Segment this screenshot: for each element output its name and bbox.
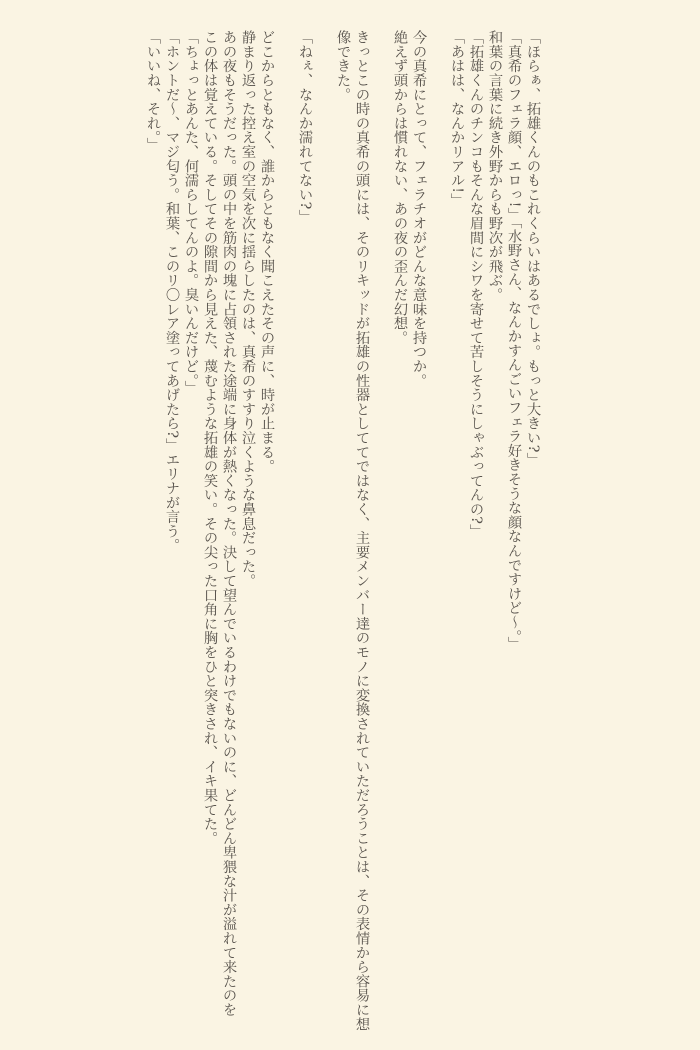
blank-column (371, 30, 390, 1038)
blank-column (428, 30, 447, 1038)
text-column: 「ねぇ、なんか濡れてない?」 (297, 30, 313, 224)
text-column: 「拓雄くんのチンコもそんな眉間にシワを寄せて苦しそうにしゃぶってんの?」 (468, 30, 484, 539)
text-column: あの夜もそうだった。頭の中を筋肉の塊に占領された途端に身体が熱くなった。決して望んでいるわけでもないのに、どんどん卑猥な汁が溢れて来たのを (221, 30, 237, 1017)
text-column: 「ちょっとあんた、何濡らしてんのよ。臭いんだけど。」 (183, 30, 199, 395)
text-column: この体は覚えている。そしてその隙間から見えた、蔑むような拓雄の笑い。その尖った口角に胸をひと突きされ、イキ果てた。 (202, 30, 218, 846)
text-column: 像できた。 (335, 30, 351, 102)
text-column: 「ホントだ〜、マジ匂う。和葉、このリ〇レア塗ってあげたら?」エリナが言う。 (164, 30, 180, 553)
text-column: 絶えず頭からは慣れない、あの夜の歪んだ幻想。 (392, 30, 408, 345)
blank-column (314, 30, 333, 1038)
text-column: どこからともなく、誰からともなく聞こえたその声に、時が止まる。 (259, 30, 275, 474)
text-column: 今の真希にとって、フェラチオがどんな意味を持つか。 (411, 30, 427, 388)
text-column: 「いいね、それ。」 (145, 30, 161, 152)
vertical-text-block (143, 30, 542, 1038)
blank-column (276, 30, 295, 1038)
text-column: 「ほらぁ、拓雄くんのもこれくらいはあるでしょ。もっと大きい?」 (525, 30, 541, 467)
text-column: 静まり返った控え室の空気を次に揺らしたのは、真希のすすり泣くような鼻息だった。 (240, 30, 256, 588)
text-column: 和葉の言葉に続き外野からも野次が飛ぶ。 (487, 30, 503, 302)
text-column: きっとこの時の真希の頭には、そのリキッドが拓雄の性器としててではなく、主要メンバー達のモノに変換されていただろうことは、その表情から容易に想 (354, 30, 370, 1031)
text-column: 「あはは、なんかリアル!」 (449, 30, 465, 208)
text-column: 「真希のフェラ顔、エロっ!」「水野さん、なんかすんごいフェラ好きそうな顔なんですけど〜。」 (506, 30, 522, 651)
